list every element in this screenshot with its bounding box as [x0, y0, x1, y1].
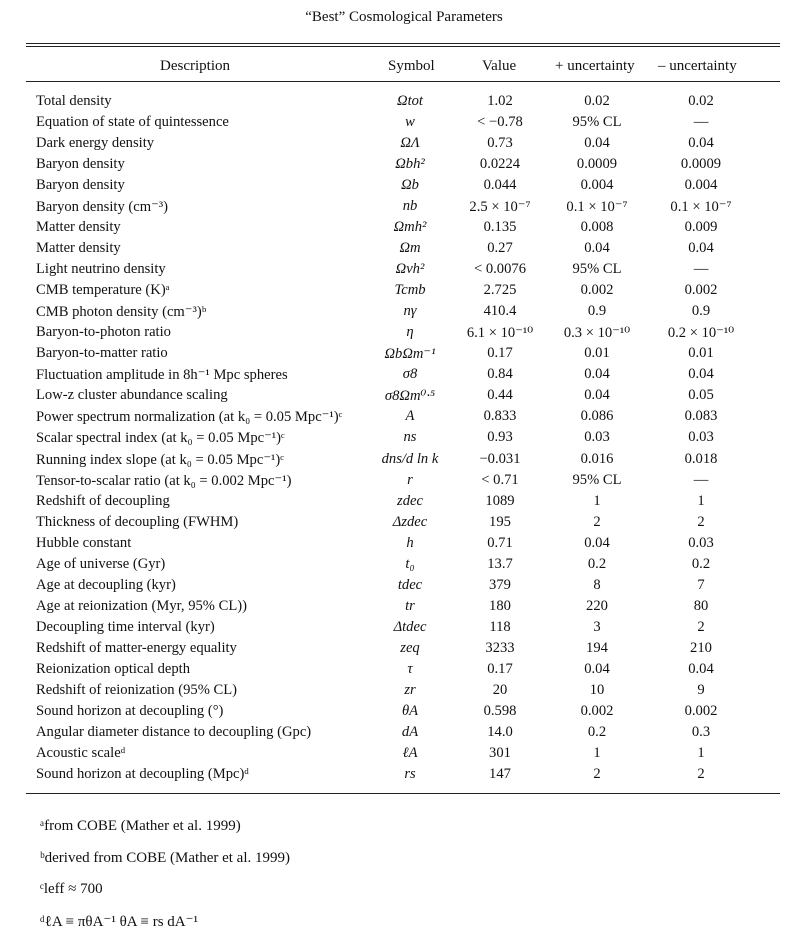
cell-minus-uncertainty: 0.01: [688, 345, 714, 362]
header-plus-uncertainty: + uncertainty: [555, 58, 635, 74]
cell-value: 118: [489, 618, 511, 635]
cell-plus-uncertainty: 8: [593, 576, 601, 593]
table-row: [0, 493, 808, 514]
cell-plus-uncertainty: 0.086: [580, 408, 614, 425]
cell-description: Dark energy density: [36, 135, 155, 152]
cell-value: 0.73: [487, 135, 513, 152]
cell-value: 0.135: [483, 219, 517, 236]
cell-plus-uncertainty: 0.0009: [576, 156, 618, 173]
cell-plus-uncertainty: 194: [586, 639, 608, 656]
cell-value: 2.5 × 10⁻⁷: [469, 199, 531, 216]
table-row: [0, 198, 808, 219]
cell-description: Reionization optical depth: [36, 660, 191, 677]
cell-value: 147: [489, 765, 511, 782]
cell-description: Sound horizon at decoupling (°): [36, 702, 224, 719]
cell-symbol: dA: [401, 723, 419, 740]
cell-plus-uncertainty: 0.04: [584, 366, 610, 383]
cell-description: Scalar spectral index (at k₀ = 0.05 Mpc⁻¹)ᶜ: [36, 430, 285, 447]
cell-description: Matter density: [36, 240, 121, 257]
cell-symbol: Ωmh²: [393, 219, 427, 236]
cell-value: 0.598: [483, 702, 517, 719]
table-row: [0, 240, 808, 261]
cell-description: Matter density: [36, 219, 121, 236]
cell-symbol: σ8Ωm⁰·⁵: [384, 388, 436, 405]
cell-value: 6.1 × 10⁻¹⁰: [466, 325, 534, 342]
cell-minus-uncertainty: 0.002: [684, 702, 718, 719]
table-row: [0, 261, 808, 282]
cell-value: < −0.78: [477, 114, 523, 131]
cell-symbol: nγ: [403, 303, 417, 320]
footnote-d: ᵈℓA ≡ πθA⁻¹ θA ≡ rs dA⁻¹: [40, 914, 199, 930]
cell-description: Baryon density: [36, 156, 125, 173]
cell-plus-uncertainty: 0.002: [580, 702, 614, 719]
top-rule-1: [26, 43, 780, 44]
cell-value: 0.17: [487, 345, 513, 362]
cell-value: 379: [489, 576, 511, 593]
cell-symbol: Tcmb: [394, 282, 426, 299]
table-row: [0, 366, 808, 387]
table-row: [0, 324, 808, 345]
cell-symbol: r: [407, 471, 413, 488]
cell-symbol: A: [405, 408, 415, 425]
table-row: [0, 93, 808, 114]
cell-plus-uncertainty: 0.03: [584, 429, 610, 446]
cell-plus-uncertainty: 95% CL: [572, 261, 622, 278]
cell-symbol: η: [406, 324, 414, 341]
table-row: [0, 682, 808, 703]
table-row: [0, 598, 808, 619]
cell-plus-uncertainty: 1: [593, 492, 601, 509]
cell-plus-uncertainty: 0.008: [580, 219, 614, 236]
top-rule-2: [26, 46, 780, 47]
cell-description: Sound horizon at decoupling (Mpc)ᵈ: [36, 765, 249, 782]
cell-value: 195: [489, 513, 511, 530]
cell-description: Power spectrum normalization (at k₀ = 0.05 Mpc⁻¹)ᶜ: [36, 409, 343, 426]
cell-value: 1089: [485, 492, 515, 509]
cell-minus-uncertainty: 9: [697, 681, 705, 698]
cell-symbol: Ωtot: [397, 93, 423, 109]
cell-symbol: tr: [405, 597, 415, 614]
cell-minus-uncertainty: 0.04: [688, 660, 714, 677]
header-symbol: Symbol: [388, 58, 435, 74]
cell-plus-uncertainty: 0.9: [587, 303, 607, 320]
cell-minus-uncertainty: 0.002: [684, 282, 718, 299]
cell-symbol: zr: [404, 681, 416, 698]
cell-description: Angular diameter distance to decoupling (Gpc): [36, 723, 312, 740]
cell-minus-uncertainty: 0.0009: [680, 156, 722, 173]
cell-description: Total density: [36, 93, 112, 109]
header-description: Description: [160, 58, 230, 74]
table-row: [0, 451, 808, 472]
table-row: [0, 724, 808, 745]
table-row: [0, 345, 808, 366]
cell-symbol: ΩΛ: [400, 135, 420, 152]
cell-description: Equation of state of quintessence: [36, 114, 229, 131]
bottom-rule: [26, 793, 780, 794]
table-row: [0, 619, 808, 640]
table-row: [0, 766, 808, 787]
cell-symbol: Ωb: [401, 177, 419, 194]
table-row: [0, 577, 808, 598]
cell-minus-uncertainty: 2: [697, 765, 705, 782]
cell-value: 13.7: [487, 555, 513, 572]
cell-value: 20: [492, 681, 508, 698]
cell-plus-uncertainty: 0.04: [584, 135, 610, 152]
cell-value: 0.71: [487, 534, 513, 551]
table-row: [0, 514, 808, 535]
cell-minus-uncertainty: 1: [697, 492, 705, 509]
cell-value: 0.044: [483, 177, 517, 194]
cell-minus-uncertainty: —: [693, 261, 709, 278]
cell-minus-uncertainty: 0.05: [688, 387, 714, 404]
cell-description: Low-z cluster abundance scaling: [36, 387, 228, 404]
cell-minus-uncertainty: 0.04: [688, 366, 714, 383]
cell-plus-uncertainty: 1: [593, 744, 601, 761]
cell-value: 3233: [485, 639, 515, 656]
cell-symbol: Ωνh²: [395, 261, 425, 278]
cell-plus-uncertainty: 0.1 × 10⁻⁷: [566, 199, 628, 216]
cell-symbol: t₀: [405, 555, 415, 572]
cell-description: Thickness of decoupling (FWHM): [36, 513, 239, 530]
header-minus-uncertainty: – uncertainty: [658, 58, 737, 74]
cell-symbol: ℓA: [402, 744, 418, 761]
cell-value: 0.27: [487, 240, 513, 257]
cell-value: 0.833: [483, 408, 517, 425]
cell-plus-uncertainty: 3: [593, 618, 601, 635]
cell-plus-uncertainty: 2: [593, 513, 601, 530]
cell-minus-uncertainty: 0.2 × 10⁻¹⁰: [667, 325, 735, 342]
cell-minus-uncertainty: 0.2: [691, 555, 711, 572]
cell-symbol: zeq: [400, 639, 420, 656]
cell-description: Fluctuation amplitude in 8h⁻¹ Mpc spheres: [36, 367, 288, 384]
cell-minus-uncertainty: 210: [690, 639, 712, 656]
cell-description: Decoupling time interval (kyr): [36, 618, 215, 635]
cell-description: Light neutrino density: [36, 261, 166, 278]
table-row: [0, 282, 808, 303]
table-row: [0, 535, 808, 556]
cell-description: Tensor-to-scalar ratio (at k₀ = 0.002 Mpc⁻¹): [36, 472, 292, 489]
cell-value: < 0.71: [481, 471, 519, 488]
cell-description: Age at reionization (Myr, 95% CL)): [36, 597, 247, 614]
cell-description: Age at decoupling (kyr): [36, 576, 176, 593]
cell-plus-uncertainty: 0.002: [580, 282, 614, 299]
cell-symbol: ns: [403, 429, 417, 446]
cell-minus-uncertainty: 0.03: [688, 534, 714, 551]
cell-value: 0.0224: [479, 156, 521, 173]
cell-minus-uncertainty: 0.009: [684, 219, 718, 236]
cell-symbol: σ8: [402, 366, 418, 383]
cell-plus-uncertainty: 10: [589, 681, 605, 698]
table-row: [0, 472, 808, 493]
cell-symbol: Δzdec: [392, 513, 428, 530]
cell-description: Acoustic scaleᵈ: [36, 744, 126, 761]
cell-symbol: rs: [404, 765, 416, 782]
cell-symbol: dns/d ln k: [381, 450, 439, 467]
table-row: [0, 156, 808, 177]
cell-value: 0.44: [487, 387, 513, 404]
cell-symbol: h: [406, 534, 414, 551]
table-row: [0, 219, 808, 240]
cell-value: 0.84: [487, 366, 513, 383]
cell-symbol: tdec: [397, 576, 423, 593]
cell-minus-uncertainty: 0.3: [691, 723, 711, 740]
cell-value: 14.0: [487, 723, 513, 740]
cell-description: Hubble constant: [36, 534, 132, 551]
cell-symbol: θA: [401, 702, 419, 719]
cell-minus-uncertainty: 0.083: [684, 408, 718, 425]
cell-plus-uncertainty: 0.04: [584, 534, 610, 551]
cell-description: Baryon-to-matter ratio: [36, 345, 168, 362]
table-title: “Best” Cosmological Parameters: [305, 9, 503, 25]
table-row: [0, 135, 808, 156]
table-row: [0, 177, 808, 198]
cell-plus-uncertainty: 0.04: [584, 387, 610, 404]
cell-minus-uncertainty: 0.04: [688, 240, 714, 257]
cell-symbol: w: [405, 114, 415, 131]
table-row: [0, 114, 808, 135]
cell-plus-uncertainty: 0.004: [580, 177, 614, 194]
cell-minus-uncertainty: 0.03: [688, 429, 714, 446]
cell-symbol: Ωm: [399, 240, 421, 257]
cell-plus-uncertainty: 95% CL: [572, 114, 622, 131]
table-row: [0, 303, 808, 324]
cell-minus-uncertainty: 2: [697, 513, 705, 530]
cell-description: CMB photon density (cm⁻³)ᵇ: [36, 304, 207, 321]
cell-description: Baryon density: [36, 177, 125, 194]
cell-description: Redshift of reionization (95% CL): [36, 681, 238, 698]
table-row: [0, 387, 808, 408]
cell-description: Running index slope (at k₀ = 0.05 Mpc⁻¹)ᶜ: [36, 451, 285, 468]
cell-description: Age of universe (Gyr): [36, 555, 166, 572]
cell-minus-uncertainty: 0.004: [684, 177, 718, 194]
cell-plus-uncertainty: 95% CL: [572, 471, 622, 488]
cell-minus-uncertainty: 0.1 × 10⁻⁷: [670, 199, 732, 216]
cell-minus-uncertainty: 1: [697, 744, 705, 761]
table-row: [0, 661, 808, 682]
cell-minus-uncertainty: 7: [697, 576, 705, 593]
cell-plus-uncertainty: 0.01: [584, 345, 610, 362]
cell-symbol: Δtdec: [393, 618, 427, 635]
header-value: Value: [482, 58, 517, 74]
cell-minus-uncertainty: 80: [693, 597, 709, 614]
cell-value: 180: [489, 597, 511, 614]
cell-value: < 0.0076: [473, 261, 526, 278]
cell-plus-uncertainty: 220: [586, 597, 608, 614]
cell-value: 1.02: [487, 93, 513, 109]
table-row: [0, 745, 808, 766]
cell-description: CMB temperature (K)ᵃ: [36, 282, 170, 299]
cell-minus-uncertainty: 0.018: [684, 450, 718, 467]
cell-plus-uncertainty: 0.016: [580, 450, 614, 467]
cell-symbol: Ωbh²: [395, 156, 425, 173]
cell-minus-uncertainty: 2: [697, 618, 705, 635]
cell-plus-uncertainty: 0.02: [584, 93, 610, 109]
cell-minus-uncertainty: 0.02: [688, 93, 714, 109]
cell-minus-uncertainty: 0.9: [691, 303, 711, 320]
cell-plus-uncertainty: 0.3 × 10⁻¹⁰: [563, 325, 631, 342]
cell-value: 410.4: [483, 303, 517, 320]
cell-value: 0.17: [487, 660, 513, 677]
table-row: [0, 429, 808, 450]
cell-description: Baryon density (cm⁻³): [36, 199, 169, 216]
cell-description: Baryon-to-photon ratio: [36, 324, 171, 341]
cell-description: Redshift of decoupling: [36, 492, 170, 509]
table-row: [0, 408, 808, 429]
footnote-a: ᵃfrom COBE (Mather et al. 1999): [40, 818, 241, 834]
cell-symbol: τ: [407, 660, 413, 677]
table-row: [0, 556, 808, 577]
cell-value: 301: [489, 744, 511, 761]
cell-symbol: zdec: [397, 492, 423, 509]
footnote-b: ᵇderived from COBE (Mather et al. 1999): [40, 850, 290, 866]
header-rule: [26, 81, 780, 82]
cell-plus-uncertainty: 0.04: [584, 660, 610, 677]
cell-symbol: ΩbΩm⁻¹: [384, 346, 436, 363]
cell-plus-uncertainty: 0.04: [584, 240, 610, 257]
cell-plus-uncertainty: 0.2: [587, 555, 607, 572]
cell-minus-uncertainty: 0.04: [688, 135, 714, 152]
cell-plus-uncertainty: 0.2: [587, 723, 607, 740]
cell-value: 0.93: [487, 429, 513, 446]
footnote-c: ᶜleff ≈ 700: [40, 881, 103, 897]
cell-minus-uncertainty: —: [693, 114, 709, 131]
cell-symbol: nb: [402, 198, 418, 215]
cell-value: 2.725: [483, 282, 517, 299]
cell-plus-uncertainty: 2: [593, 765, 601, 782]
cell-minus-uncertainty: —: [693, 471, 709, 488]
table-row: [0, 640, 808, 661]
cell-value: −0.031: [479, 450, 521, 467]
table-row: [0, 703, 808, 724]
cell-description: Redshift of matter-energy equality: [36, 639, 237, 656]
